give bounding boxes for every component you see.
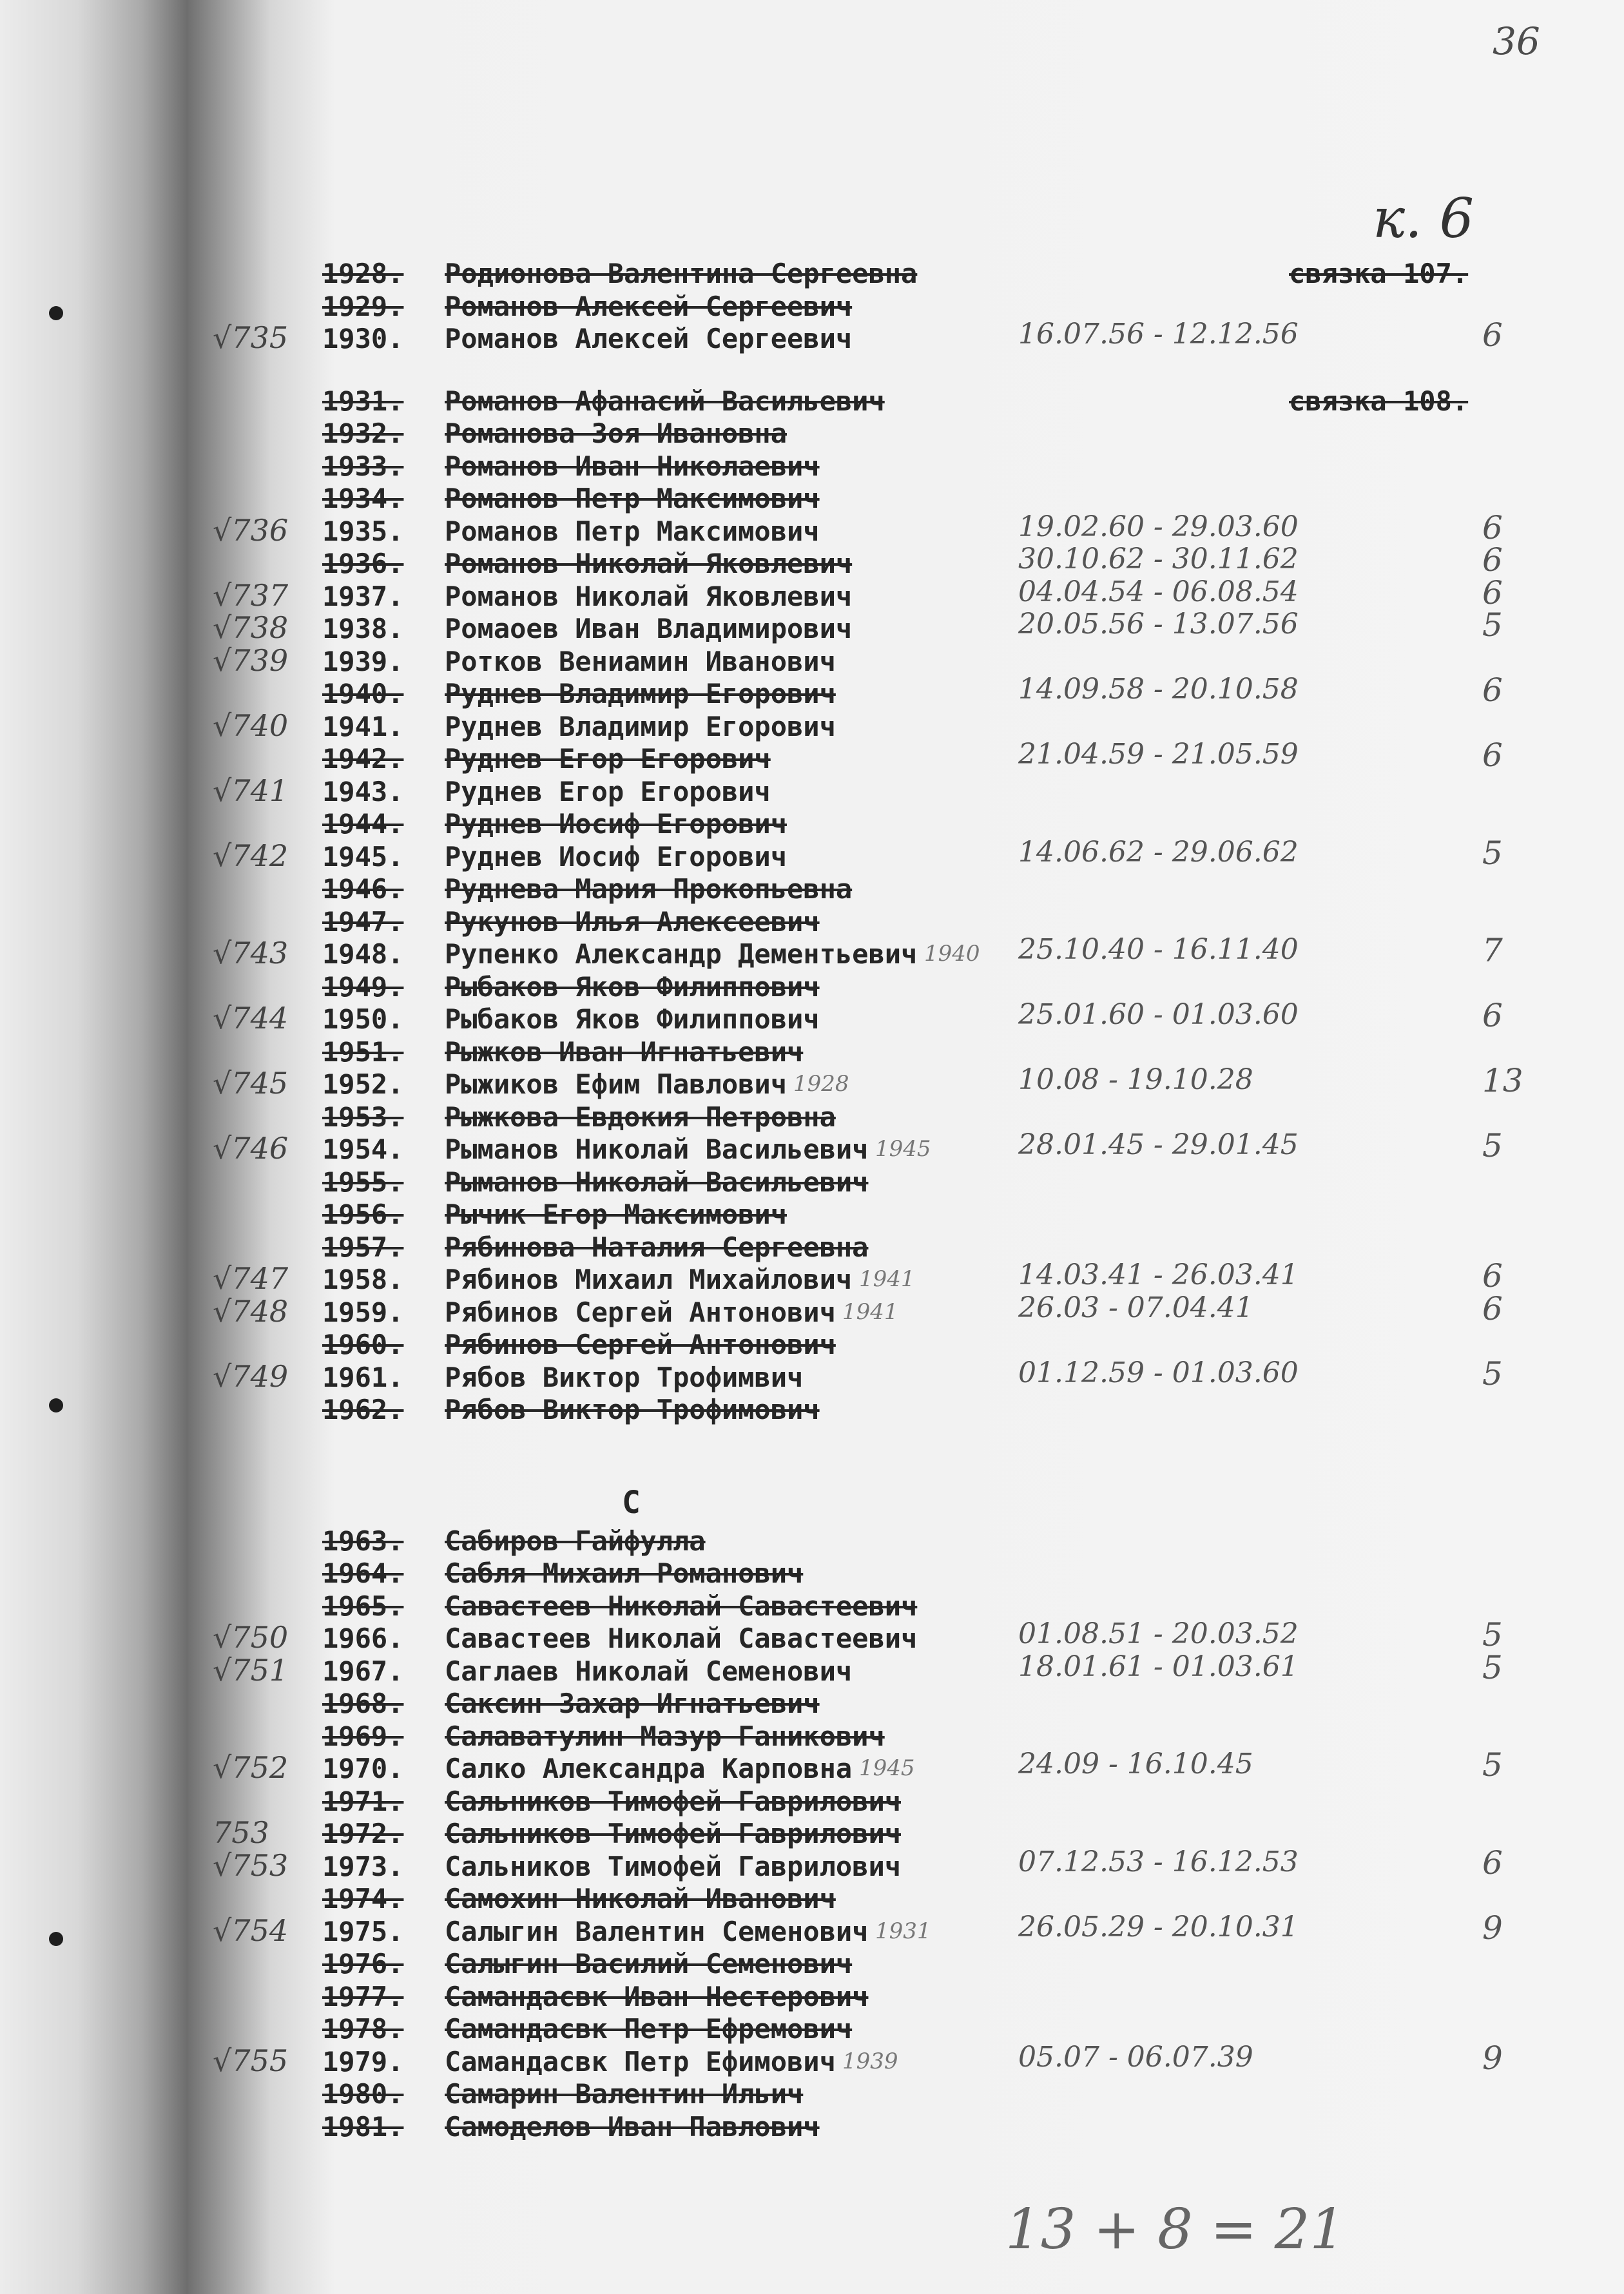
entry-number: 1949. — [322, 971, 404, 1003]
entry-number: 1975. — [322, 1916, 404, 1947]
entry-pages: 9 — [1482, 2039, 1503, 2077]
entry-number: 1973. — [322, 1851, 404, 1882]
entry-name: Романов Петр Максимович — [445, 516, 820, 547]
entry-pages: 5 — [1482, 606, 1503, 644]
list-item — [0, 1557, 1624, 1591]
entry-name: Руднев Иосиф Егорович — [445, 808, 788, 840]
entry-number: 1967. — [322, 1655, 404, 1687]
list-item — [0, 509, 1624, 549]
entry-pages: 5 — [1482, 1127, 1503, 1164]
bundle-label: связка 107. — [1289, 258, 1469, 289]
list-item — [0, 1948, 1624, 1981]
section-letter: С — [622, 1485, 641, 1521]
check-mark: √743 — [213, 936, 289, 970]
entry-number: 1959. — [322, 1296, 404, 1328]
entry-number: 1968. — [322, 1688, 404, 1719]
entry-pages: 5 — [1482, 1649, 1503, 1686]
entry-name: Рябинов Сергей Антонович — [445, 1296, 836, 1328]
entry-name: Рупенко Александр Дементьевич — [445, 938, 918, 970]
bundle-label: связка 108. — [1289, 385, 1469, 417]
entry-name: Рыманов Николай Васильевич — [445, 1166, 869, 1198]
entry-number: 1972. — [322, 1818, 404, 1849]
entry-name: Саглаев Николай Семенович — [445, 1655, 853, 1687]
entry-number: 1948. — [322, 938, 404, 970]
entry-number: 1937. — [322, 581, 404, 612]
entry-number: 1928. — [322, 258, 404, 289]
entry-number: 1945. — [322, 841, 404, 872]
entry-pages: 5 — [1482, 1746, 1503, 1784]
list-item — [0, 1257, 1624, 1297]
entry-number: 1930. — [322, 323, 404, 354]
entry-name: Сабиров Гайфулла — [445, 1525, 706, 1557]
entry-number: 1952. — [322, 1068, 404, 1100]
entry-name: Рыбаков Яков Филиппович — [445, 1003, 820, 1035]
list-item — [0, 1199, 1624, 1232]
entry-pages: 6 — [1482, 997, 1503, 1034]
entry-number: 1940. — [322, 678, 404, 709]
entry-dates: 04.04.54 - 06.08.54 — [1018, 575, 1299, 608]
entry-name: Сальников Тимофей Гаврилович — [445, 1818, 902, 1849]
entry-number: 1974. — [322, 1883, 404, 1914]
entry-number: 1977. — [322, 1981, 404, 2012]
check-mark: √736 — [213, 513, 289, 548]
entry-name: Рябинов Сергей Антонович — [445, 1329, 836, 1360]
list-item — [0, 834, 1624, 874]
list-item — [0, 450, 1624, 484]
entry-dates: 26.05.29 - 20.10.31 — [1018, 1911, 1299, 1943]
entry-name: Романов Иван Николаевич — [445, 450, 820, 482]
entry-number: 1954. — [322, 1133, 404, 1165]
check-mark: √751 — [213, 1653, 289, 1688]
entry-number: 1963. — [322, 1525, 404, 1557]
entry-name: Рычик Егор Максимович — [445, 1199, 788, 1230]
entry-dates: 05.07 - 06.07.39 — [1018, 2041, 1253, 2074]
list-item — [0, 291, 1624, 324]
entry-year-note: 1941 — [842, 1299, 898, 1325]
entry-dates: 30.10.62 - 30.11.62 — [1018, 543, 1299, 575]
check-mark: 753 — [213, 1815, 269, 1850]
list-item — [0, 873, 1624, 907]
entry-dates: 10.08 - 19.10.28 — [1018, 1063, 1253, 1096]
list-item — [0, 643, 1624, 679]
entry-dates: 07.12.53 - 16.12.53 — [1018, 1846, 1299, 1878]
list-item — [0, 1525, 1624, 1559]
list-item — [0, 1616, 1624, 1656]
entry-dates: 19.02.60 - 29.03.60 — [1018, 510, 1299, 543]
entry-dates: 01.08.51 - 20.03.52 — [1018, 1617, 1299, 1650]
entry-name: Ромаоев Иван Владимирович — [445, 613, 853, 644]
entry-name: Самандасвк Петр Ефимович — [445, 2046, 836, 2077]
entry-number: 1934. — [322, 483, 404, 514]
list-item — [0, 1815, 1624, 1851]
list-item — [0, 737, 1624, 776]
entry-number: 1951. — [322, 1036, 404, 1068]
entry-name: Романов Николай Яковлевич — [445, 581, 853, 612]
list-item — [0, 2013, 1624, 2047]
entry-number: 1947. — [322, 906, 404, 938]
list-item — [0, 2039, 1624, 2079]
entry-number: 1965. — [322, 1590, 404, 1622]
list-item — [0, 1166, 1624, 1200]
entry-name: Рябинов Михаил Михайлович — [445, 1264, 853, 1295]
list-item — [0, 541, 1624, 581]
entry-name: Самарин Валентин Ильич — [445, 2078, 804, 2110]
entry-dates: 25.10.40 - 16.11.40 — [1018, 933, 1299, 966]
entry-name: Рябов Виктор Трофимвич — [445, 1362, 804, 1393]
entry-dates: 26.03 - 07.04.41 — [1018, 1291, 1253, 1324]
list-item — [0, 1786, 1624, 1819]
list-item — [0, 1394, 1624, 1427]
entry-number: 1964. — [322, 1557, 404, 1589]
entry-year-note: 1941 — [859, 1266, 915, 1292]
entry-number: 1944. — [322, 808, 404, 840]
list-item — [0, 1290, 1624, 1330]
entry-number: 1956. — [322, 1199, 404, 1230]
entry-number: 1932. — [322, 418, 404, 449]
entry-year-note: 1945 — [875, 1136, 931, 1162]
entry-dates: 25.01.60 - 01.03.60 — [1018, 998, 1299, 1031]
list-item — [0, 1909, 1624, 1949]
list-item — [0, 1844, 1624, 1884]
list-item — [0, 1981, 1624, 2014]
list-item — [0, 1688, 1624, 1721]
entry-pages: 6 — [1482, 509, 1503, 546]
entry-name: Самандасвк Иван Нестерович — [445, 1981, 869, 2012]
entry-name: Сальников Тимофей Гаврилович — [445, 1786, 902, 1817]
entry-name: Романов Афанасий Васильевич — [445, 385, 885, 417]
check-mark: √754 — [213, 1913, 289, 1948]
entry-number: 1969. — [322, 1720, 404, 1752]
entry-dates: 18.01.61 - 01.03.61 — [1018, 1650, 1299, 1683]
entry-name: Романов Николай Яковлевич — [445, 548, 853, 579]
entry-name: Руднев Владимир Егорович — [445, 678, 836, 709]
list-item — [0, 483, 1624, 516]
entry-pages: 6 — [1482, 541, 1503, 579]
entry-name: Савастеев Николай Савастеевич — [445, 1590, 918, 1622]
entry-number: 1979. — [322, 2046, 404, 2077]
list-item — [0, 997, 1624, 1037]
check-mark: √755 — [213, 2043, 289, 2078]
entry-number: 1962. — [322, 1394, 404, 1425]
entry-name: Ротков Вениамин Иванович — [445, 646, 836, 677]
check-mark: √752 — [213, 1750, 289, 1785]
entry-pages: 6 — [1482, 1844, 1503, 1882]
footer-sum: 13 + 8 = 21 — [1005, 2197, 1346, 2262]
entry-number: 1929. — [322, 291, 404, 322]
list-item — [0, 606, 1624, 646]
entry-name: Рыманов Николай Васильевич — [445, 1133, 869, 1165]
entry-number: 1939. — [322, 646, 404, 677]
entry-name: Салыгин Василий Семенович — [445, 1948, 853, 1980]
check-mark: √753 — [213, 1848, 289, 1883]
entry-year-note: 1940 — [924, 941, 980, 967]
entry-pages: 5 — [1482, 834, 1503, 872]
entry-name: Романова Зоя Ивановна — [445, 418, 788, 449]
list-item — [0, 906, 1624, 940]
list-item — [0, 971, 1624, 1005]
entry-name: Рябинова Наталия Сергеевна — [445, 1231, 869, 1263]
entry-name: Романов Алексей Сергеевич — [445, 323, 853, 354]
entry-dates: 24.09 - 16.10.45 — [1018, 1748, 1253, 1780]
check-mark: √739 — [213, 643, 289, 678]
check-mark: √740 — [213, 708, 289, 743]
entry-number: 1933. — [322, 450, 404, 482]
entry-number: 1935. — [322, 516, 404, 547]
entry-name: Савастеев Николай Савастеевич — [445, 1623, 918, 1654]
entry-pages: 5 — [1482, 1616, 1503, 1653]
list-item — [0, 708, 1624, 744]
check-mark: √744 — [213, 1001, 289, 1036]
entry-name: Самандасвк Петр Ефремович — [445, 2013, 853, 2045]
entry-number: 1976. — [322, 1948, 404, 1980]
entry-name: Рыжиков Ефим Павлович — [445, 1068, 788, 1100]
entry-dates: 14.06.62 - 29.06.62 — [1018, 836, 1299, 869]
list-item — [0, 1746, 1624, 1786]
list-item — [0, 1649, 1624, 1689]
entry-pages: 9 — [1482, 1909, 1503, 1947]
entry-name: Салыгин Валентин Семенович — [445, 1916, 869, 1947]
check-mark: √750 — [213, 1620, 289, 1655]
entry-dates: 21.04.59 - 21.05.59 — [1018, 738, 1299, 771]
check-mark: √742 — [213, 838, 289, 873]
entry-name: Салко Александра Карповна — [445, 1753, 853, 1784]
entry-number: 1938. — [322, 613, 404, 644]
list-item — [0, 1590, 1624, 1624]
list-item — [0, 808, 1624, 842]
list-item — [0, 671, 1624, 711]
check-mark: √738 — [213, 610, 289, 645]
entry-number: 1966. — [322, 1623, 404, 1654]
entry-name: Самоделов Иван Павлович — [445, 2111, 820, 2143]
entry-dates: 14.09.58 - 20.10.58 — [1018, 673, 1299, 706]
check-mark: √737 — [213, 578, 289, 613]
entry-name: Руднев Владимир Егорович — [445, 711, 836, 742]
entry-number: 1953. — [322, 1101, 404, 1133]
entry-number: 1931. — [322, 385, 404, 417]
entry-name: Руднев Иосиф Егорович — [445, 841, 788, 872]
entry-name: Руднев Егор Егорович — [445, 776, 771, 807]
entry-dates: 14.03.41 - 26.03.41 — [1018, 1258, 1299, 1291]
entry-year-note: 1928 — [793, 1071, 849, 1097]
entry-name: Романов Алексей Сергеевич — [445, 291, 853, 322]
page-number: 36 — [1493, 19, 1540, 63]
entry-name: Родионова Валентина Сергеевна — [445, 258, 918, 289]
entry-number: 1978. — [322, 2013, 404, 2045]
entry-number: 1942. — [322, 743, 404, 775]
entry-dates: 28.01.45 - 29.01.45 — [1018, 1128, 1299, 1161]
entry-number: 1960. — [322, 1329, 404, 1360]
list-item — [0, 773, 1624, 809]
list-item — [0, 1355, 1624, 1395]
entry-dates: 16.07.56 - 12.12.56 — [1018, 318, 1299, 351]
list-item — [0, 1101, 1624, 1135]
list-item — [0, 1231, 1624, 1265]
check-mark: √746 — [213, 1131, 289, 1166]
check-mark: √749 — [213, 1359, 289, 1394]
entry-name: Сабля Михаил Романович — [445, 1557, 804, 1589]
entry-number: 1950. — [322, 1003, 404, 1035]
entry-pages: 6 — [1482, 574, 1503, 612]
entry-number: 1961. — [322, 1362, 404, 1393]
entry-number: 1957. — [322, 1231, 404, 1263]
list-item — [0, 1329, 1624, 1362]
entry-pages: 7 — [1482, 932, 1503, 969]
list-item — [0, 1720, 1624, 1754]
entry-number: 1971. — [322, 1786, 404, 1817]
list-item — [0, 2078, 1624, 2112]
entry-number: 1981. — [322, 2111, 404, 2143]
list-item — [0, 418, 1624, 451]
entry-name: Сальников Тимофей Гаврилович — [445, 1851, 902, 1882]
entry-pages: 6 — [1482, 316, 1503, 354]
list-item — [0, 932, 1624, 972]
entry-year-note: 1945 — [859, 1755, 915, 1781]
check-mark: √741 — [213, 773, 289, 808]
list-item — [0, 1036, 1624, 1070]
entry-name: Руднев Егор Егорович — [445, 743, 771, 775]
entry-name: Рыбаков Яков Филиппович — [445, 971, 820, 1003]
list-item — [0, 1883, 1624, 1916]
entry-number: 1946. — [322, 873, 404, 905]
entry-number: 1941. — [322, 711, 404, 742]
entry-number: 1943. — [322, 776, 404, 807]
entry-name: Самохин Николай Иванович — [445, 1883, 836, 1914]
entry-year-note: 1931 — [875, 1918, 931, 1944]
entry-pages: 13 — [1482, 1062, 1523, 1099]
entry-name: Рукунов Илья Алексеевич — [445, 906, 820, 938]
entry-name: Рябов Виктор Трофимович — [445, 1394, 820, 1425]
list-item — [0, 574, 1624, 614]
entry-name: Руднева Мария Прокопьевна — [445, 873, 853, 905]
entry-dates: 20.05.56 - 13.07.56 — [1018, 608, 1299, 641]
entry-name: Рыжкова Евдокия Петровна — [445, 1101, 836, 1133]
check-mark: √745 — [213, 1066, 289, 1101]
entry-pages: 5 — [1482, 1355, 1503, 1393]
box-label: к. 6 — [1373, 187, 1474, 250]
entry-dates: 01.12.59 - 01.03.60 — [1018, 1356, 1299, 1389]
entry-pages: 6 — [1482, 1257, 1503, 1295]
list-item — [0, 1062, 1624, 1102]
entry-name: Рыжков Иван Игнатьевич — [445, 1036, 804, 1068]
entry-number: 1955. — [322, 1166, 404, 1198]
entry-name: Романов Петр Максимович — [445, 483, 820, 514]
list-item — [0, 1127, 1624, 1167]
entry-pages: 6 — [1482, 671, 1503, 709]
check-mark: √735 — [213, 320, 289, 355]
entry-pages: 6 — [1482, 1290, 1503, 1327]
entry-year-note: 1939 — [842, 2048, 898, 2074]
check-mark: √747 — [213, 1261, 289, 1296]
entry-pages: 6 — [1482, 737, 1503, 774]
entry-name: Салаватулин Мазур Ганикович — [445, 1720, 885, 1752]
check-mark: √748 — [213, 1294, 289, 1329]
entry-number: 1958. — [322, 1264, 404, 1295]
list-item — [0, 316, 1624, 356]
entry-name: Саксин Захар Игнатьевич — [445, 1688, 820, 1719]
entry-number: 1936. — [322, 548, 404, 579]
entry-number: 1980. — [322, 2078, 404, 2110]
list-item — [0, 2111, 1624, 2145]
entry-number: 1970. — [322, 1753, 404, 1784]
